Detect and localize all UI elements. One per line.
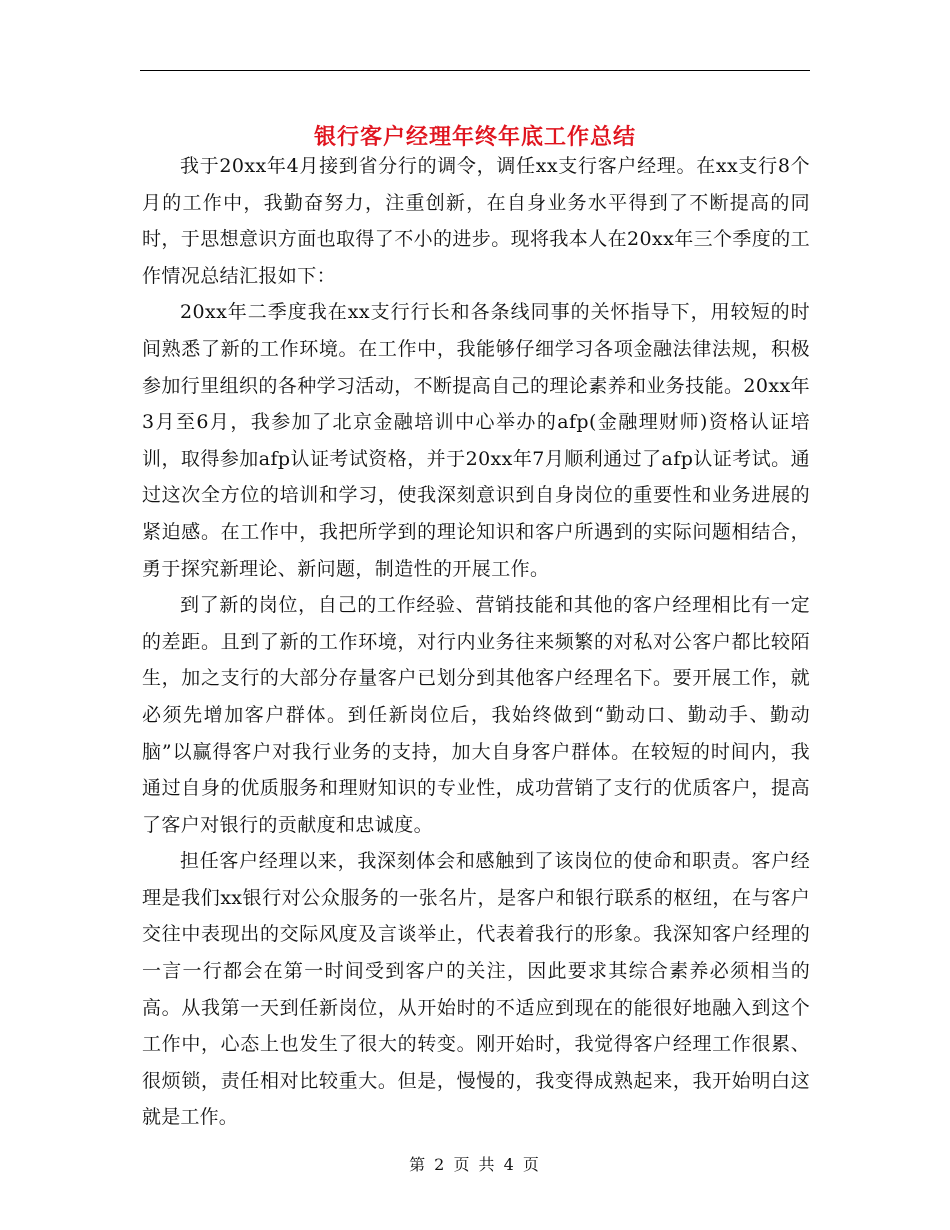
page-number-footer: 第 2 页 共 4 页 [409,1155,541,1174]
paragraph-1: 我于20xx年4月接到省分行的调令，调任xx支行客户经理。在xx支行8个月的工作中，我勤奋努力，注重创新，在自身业务水平得到了不断提高的同时，于思想意识方面也取得了不小的进步。现将我本人在20xx年三个季度的工作情况总结汇报如下： [142,155,811,287]
paragraph-4: 担任客户经理以来，我深刻体会和感触到了该岗位的使命和职责。客户经理是我们xx银行对公众服务的一张名片，是客户和银行联系的枢纽，在与客户交往中表现出的交际风度及言谈举止，代表着我行的形象。我深知客户经理的一言一行都会在第一时间受到客户的关注，因此要求其综合素养必须相当的高。从我第一天到任新岗位，从开始时的不适应到现在的能很好地融入到这个工作中，心态上也发生了很大的转变。刚开始时，我觉得客户经理工作很累、很烦锁，责任相对比较重大。但是，慢慢的，我变得成熟起来，我开始明白这就是工作。 [142,850,810,1129]
paragraph-3: 到了新的岗位，自己的工作经验、营销技能和其他的客户经理相比有一定的差距。且到了新的工作环境，对行内业务往来频繁的对私对公客户都比较陌生，加之支行的大部分存量客户已划分到其他客户经理名下。要开展工作，就必须先增加客户群体。到任新岗位后，我始终做到“勤动口、勤动手、勤动脑”以赢得客户对我行业务的支持，加大自身客户群体。在较短的时间内，我通过自身的优质服务和理财知识的专业性，成功营销了支行的优质客户，提高了客户对银行的贡献度和忠诚度。 [142,594,810,836]
document-title: 银行客户经理年终年底工作总结 [313,123,636,150]
document-body [142,148,810,1136]
paragraph-2: 20xx年二季度我在xx支行行长和各条线同事的关怀指导下，用较短的时间熟悉了新的工作环境。在工作中，我能够仔细学习各项金融法律法规，积极参加行里组织的各种学习活动，不断提高自己的理论素养和业务技能。20xx年3月至6月，我参加了北京金融培训中心举办的afp(金融理财师)资格认证培训，取得参加afp认证考试资格，并于20xx年7月顺利通过了afp认证考试。通过这次全方位的培训和学习，使我深刻意识到自身岗位的重要性和业务进展的紧迫感。在工作中，我把所学到的理论知识和客户所遇到的实际问题相结合，勇于探究新理论、新问题，制造性的开展工作。 [142,301,811,580]
header-rule [140,70,810,71]
